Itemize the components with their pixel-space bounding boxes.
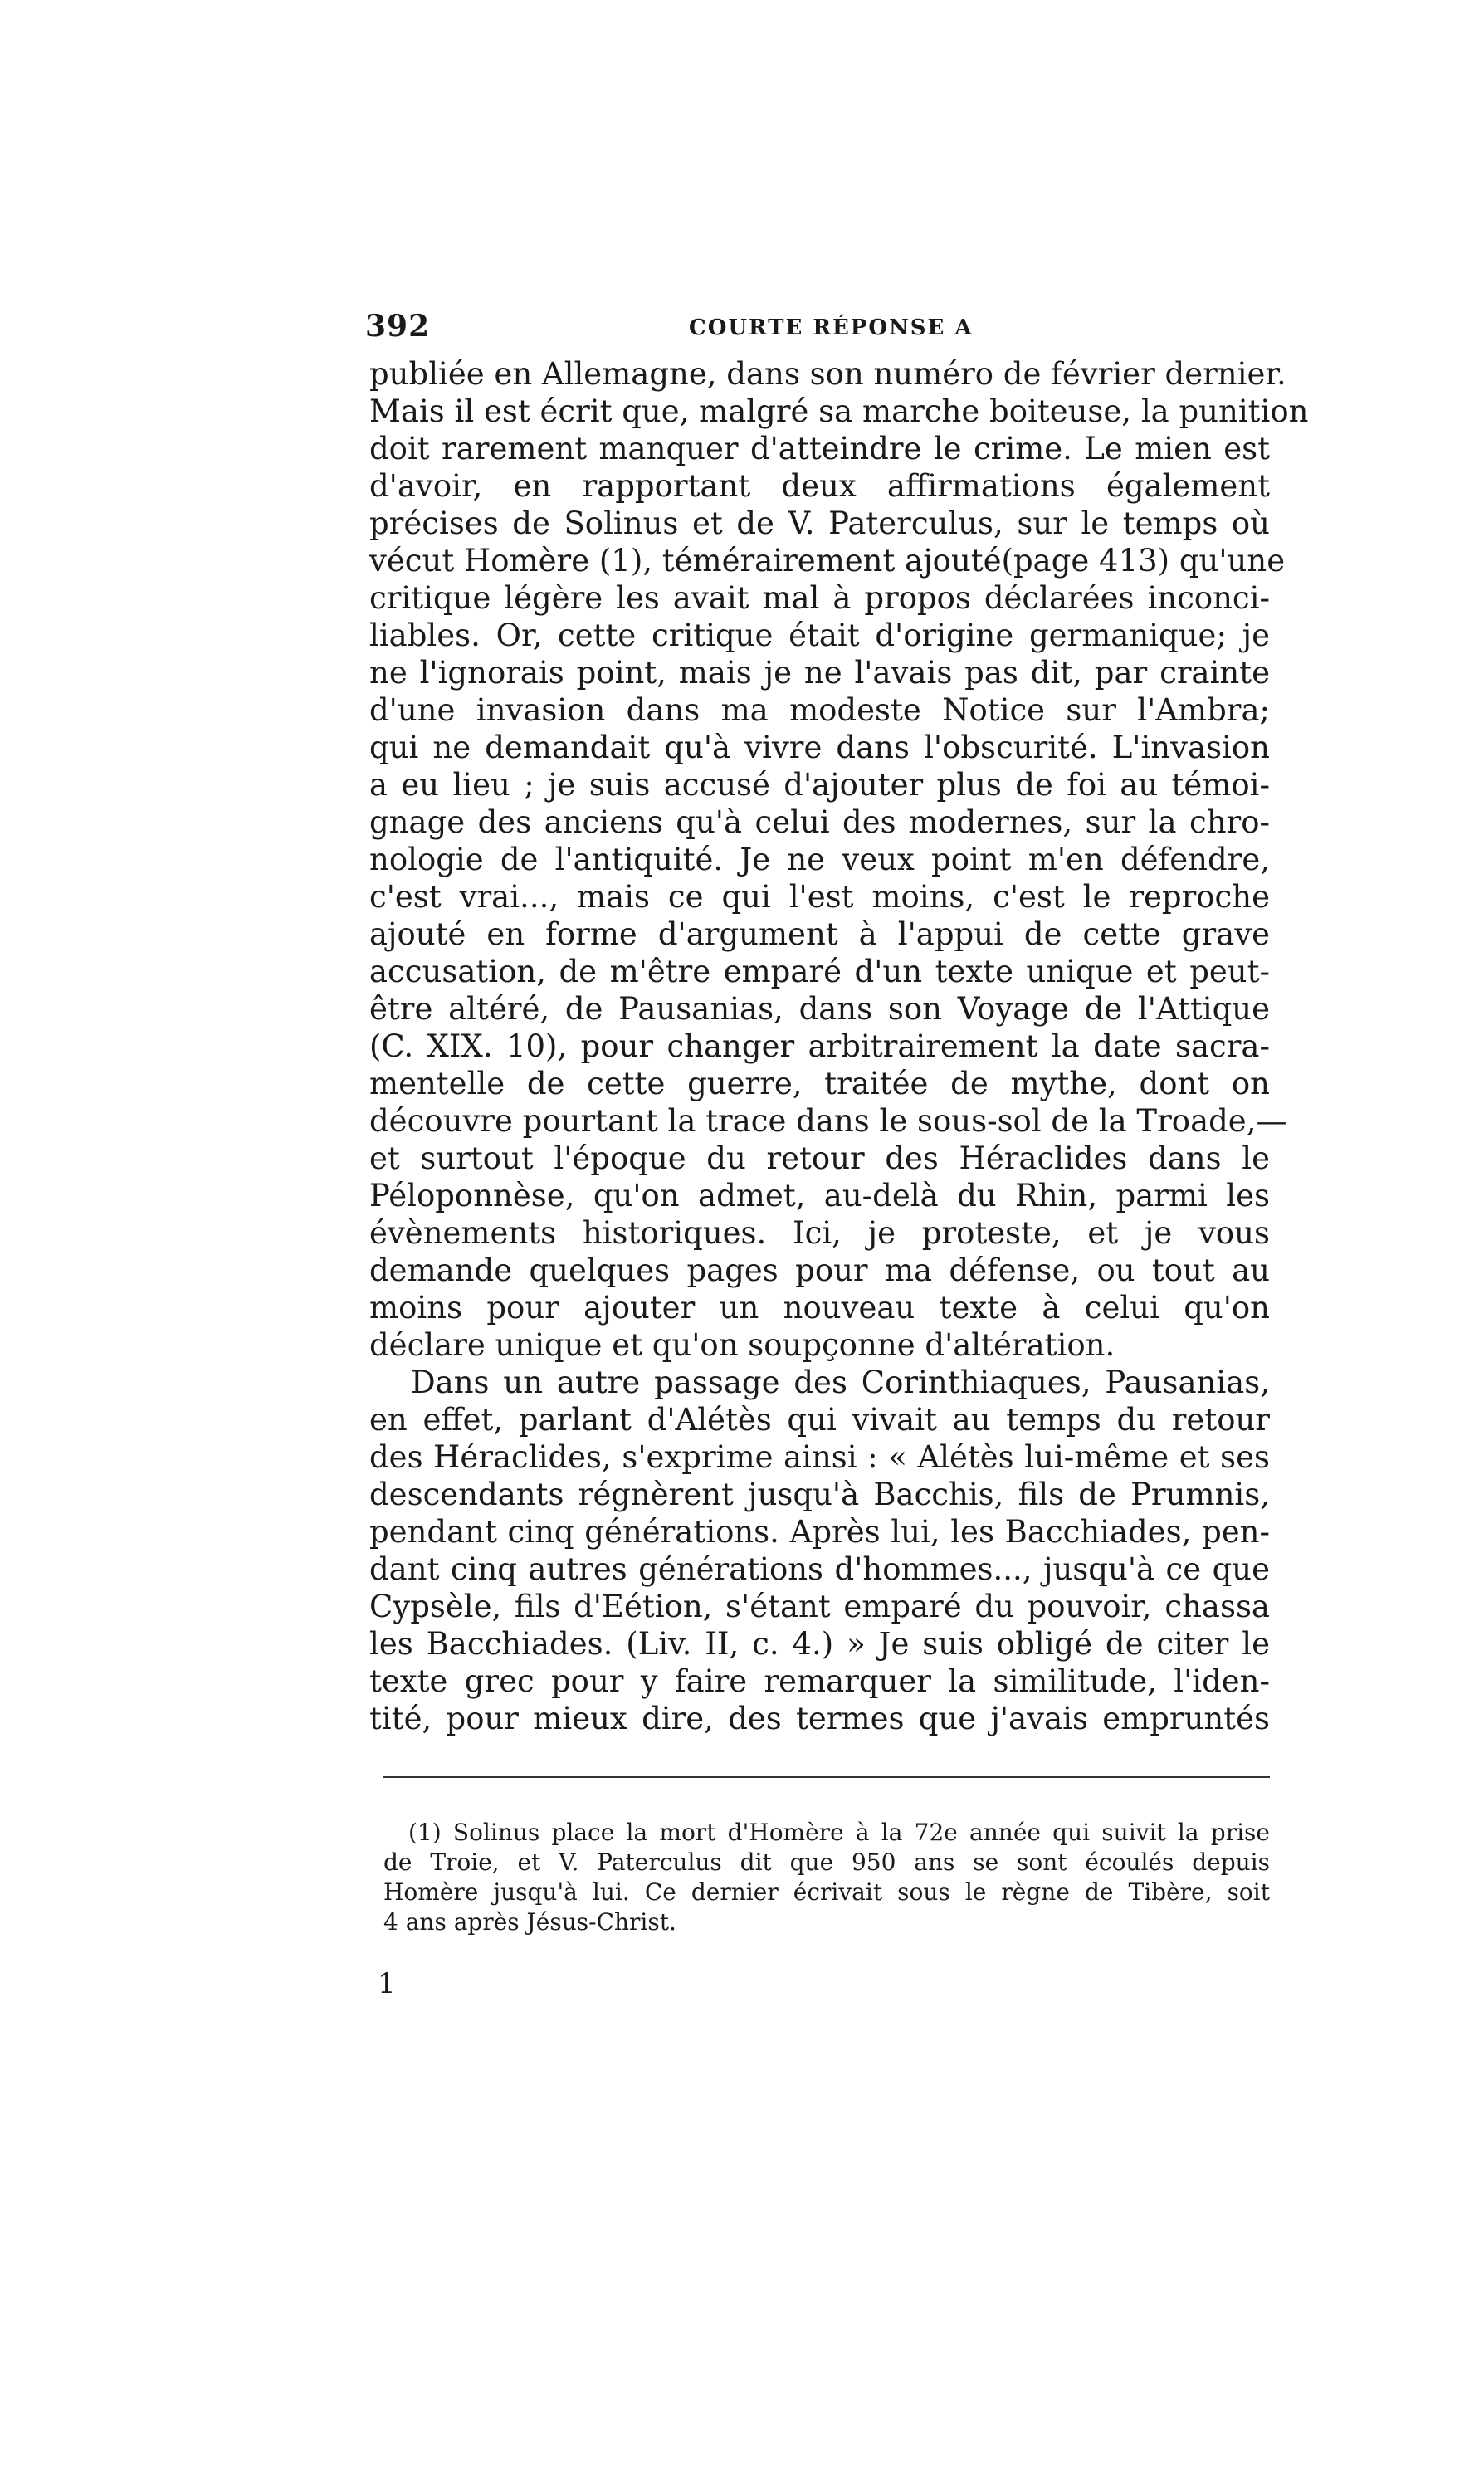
text-line: publiée en Allemagne, dans son numéro de février dernier. bbox=[369, 356, 1286, 392]
text-line: descendants régnèrent jusqu'à Bacchis, fils de Prumnis, bbox=[369, 1477, 1270, 1512]
text-line: liables. Or, cette critique était d'origine germanique; je bbox=[369, 618, 1270, 653]
page-number: 392 bbox=[365, 309, 431, 344]
text-line: ne l'ignorais point, mais je ne l'avais pas dit, par crainte bbox=[369, 655, 1270, 691]
signature-mark: 1 bbox=[378, 1967, 396, 2000]
running-title: COURTE RÉPONSE A bbox=[689, 315, 974, 340]
text-line: accusation, de m'être emparé d'un texte unique et peut- bbox=[369, 954, 1270, 989]
text-line: c'est vrai..., mais ce qui l'est moins, c'est le reproche bbox=[369, 879, 1270, 915]
text-line: des Héraclides, s'exprime ainsi : « Alétès lui-même et ses bbox=[369, 1439, 1270, 1475]
text-line: Mais il est écrit que, malgré sa marche boiteuse, la punition bbox=[369, 393, 1309, 429]
text-line: texte grec pour y faire remarquer la similitude, l'iden- bbox=[369, 1663, 1270, 1699]
text-line: être altéré, de Pausanias, dans son Voyage de l'Attique bbox=[369, 991, 1270, 1027]
text-line: en effet, parlant d'Alétès qui vivait au temps du retour bbox=[369, 1402, 1270, 1438]
text-line: les Bacchiades. (Liv. II, c. 4.) » Je suis obligé de citer le bbox=[369, 1626, 1270, 1662]
text-line: gnage des anciens qu'à celui des modernes, sur la chro- bbox=[369, 804, 1270, 840]
text-line: dant cinq autres générations d'hommes..., jusqu'à ce que bbox=[369, 1551, 1270, 1587]
text-line: et surtout l'époque du retour des Héraclides dans le bbox=[369, 1140, 1270, 1176]
text-line: a eu lieu ; je suis accusé d'ajouter plus de foi au témoi- bbox=[369, 767, 1270, 803]
text-line: Dans un autre passage des Corinthiaques, Pausanias, bbox=[411, 1365, 1270, 1400]
text-line: (C. XIX. 10), pour changer arbitrairement la date sacra- bbox=[369, 1028, 1270, 1064]
running-head bbox=[365, 309, 1270, 350]
text-line: déclare unique et qu'on soupçonne d'altération. bbox=[369, 1327, 1115, 1363]
text-line: vécut Homère (1), témérairement ajouté(page 413) qu'une bbox=[369, 543, 1286, 579]
text-line: critique légère les avait mal à propos déclarées inconci- bbox=[369, 580, 1270, 616]
footnote-line: 4 ans après Jésus-Christ. bbox=[383, 1908, 676, 1936]
text-line: nologie de l'antiquité. Je ne veux point m'en défendre, bbox=[369, 842, 1270, 877]
text-line: évènements historiques. Ici, je proteste, et je vous bbox=[369, 1215, 1270, 1251]
footnote-line: de Troie, et V. Paterculus dit que 950 ans se sont écoulés depuis bbox=[383, 1848, 1270, 1876]
text-line: d'une invasion dans ma modeste Notice sur l'Ambra; bbox=[369, 692, 1270, 728]
text-line: tité, pour mieux dire, des termes que j'avais empruntés bbox=[369, 1701, 1270, 1736]
text-line: mentelle de cette guerre, traitée de mythe, dont on bbox=[369, 1066, 1270, 1101]
text-line: demande quelques pages pour ma défense, ou tout au bbox=[369, 1253, 1270, 1288]
text-line: moins pour ajouter un nouveau texte à celui qu'on bbox=[369, 1290, 1270, 1326]
text-line: précises de Solinus et de V. Paterculus, sur le temps où bbox=[369, 505, 1270, 541]
footnote-line: Homère jusqu'à lui. Ce dernier écrivait sous le règne de Tibère, soit bbox=[383, 1878, 1270, 1906]
footnotes bbox=[383, 1818, 1270, 1937]
text-line: qui ne demandait qu'à vivre dans l'obscurité. L'invasion bbox=[369, 730, 1270, 765]
text-line: ajouté en forme d'argument à l'appui de cette grave bbox=[369, 916, 1270, 952]
footnote-line: (1) Solinus place la mort d'Homère à la 72e année qui suivit la prise bbox=[408, 1819, 1270, 1846]
footnote-rule bbox=[383, 1776, 1270, 1778]
text-line: d'avoir, en rapportant deux affirmations également bbox=[369, 468, 1270, 504]
body-text bbox=[369, 355, 1309, 1737]
text-line: pendant cinq générations. Après lui, les Bacchiades, pen- bbox=[369, 1514, 1270, 1550]
text-line: Cypsèle, fils d'Eétion, s'étant emparé du pouvoir, chassa bbox=[369, 1589, 1270, 1624]
text-line: découvre pourtant la trace dans le sous-sol de la Troade,— bbox=[369, 1103, 1287, 1139]
text-line: Péloponnèse, qu'on admet, au-delà du Rhin, parmi les bbox=[369, 1178, 1270, 1213]
text-line: doit rarement manquer d'atteindre le crime. Le mien est bbox=[369, 431, 1270, 466]
